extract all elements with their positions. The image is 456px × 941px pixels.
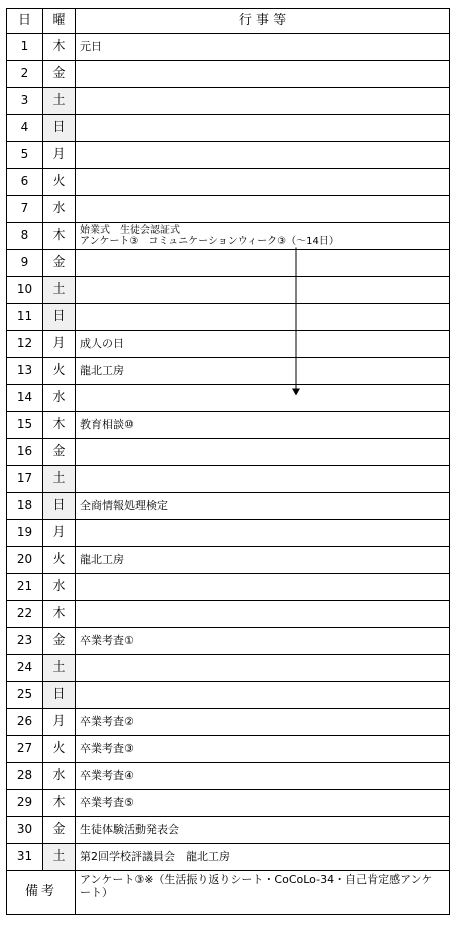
schedule-row: [7, 304, 450, 331]
event-cell: [76, 466, 450, 493]
weekday-cell: 金: [43, 61, 76, 88]
schedule-row: [7, 520, 450, 547]
schedule-row: [7, 709, 450, 736]
event-text: 龍北工房: [80, 552, 124, 566]
weekday-cell: 木: [43, 412, 76, 439]
event-text: 卒業考査①: [80, 633, 134, 647]
event-text: 教育相談⑩: [80, 417, 134, 431]
event-cell: [76, 682, 450, 709]
event-text: 始業式 生徒会認証式: [80, 225, 180, 236]
event-text: 卒業考査⑤: [80, 795, 134, 809]
weekday-cell: 月: [43, 520, 76, 547]
event-cell: [76, 493, 450, 520]
weekday-cell: 水: [43, 196, 76, 223]
day-cell: 11: [7, 304, 43, 331]
schedule-row: [7, 331, 450, 358]
header-events: 行 事 等: [76, 9, 450, 34]
event-cell: [76, 439, 450, 466]
weekday-cell: 土: [43, 844, 76, 871]
weekday-cell: 水: [43, 385, 76, 412]
day-cell: 19: [7, 520, 43, 547]
header-day: 日: [7, 9, 43, 34]
schedule-row: [7, 790, 450, 817]
weekday-cell: 木: [43, 223, 76, 250]
weekday-cell: 火: [43, 547, 76, 574]
weekday-cell: 水: [43, 763, 76, 790]
event-text: 龍北工房: [80, 363, 124, 377]
day-cell: 9: [7, 250, 43, 277]
event-cell: [76, 169, 450, 196]
day-cell: 23: [7, 628, 43, 655]
notes-text: アンケート③※（生活振り返りシート・CoCoLo-34・自己肯定感アンケート）: [76, 871, 450, 915]
weekday-cell: 月: [43, 709, 76, 736]
event-cell: [76, 736, 450, 763]
event-cell: [76, 520, 450, 547]
schedule-row: [7, 817, 450, 844]
day-cell: 24: [7, 655, 43, 682]
schedule-row: [7, 682, 450, 709]
event-text: 卒業考査②: [80, 714, 134, 728]
event-text: 元日: [80, 39, 102, 53]
event-cell: [76, 547, 450, 574]
schedule-row: [7, 736, 450, 763]
event-cell: [76, 250, 450, 277]
event-text: 生徒体験活動発表会: [80, 822, 179, 836]
weekday-cell: 金: [43, 250, 76, 277]
day-cell: 21: [7, 574, 43, 601]
event-cell: [76, 304, 450, 331]
schedule-row: [7, 196, 450, 223]
day-cell: 16: [7, 439, 43, 466]
schedule-row: [7, 844, 450, 871]
schedule-row: [7, 358, 450, 385]
schedule-row: [7, 655, 450, 682]
weekday-cell: 月: [43, 331, 76, 358]
day-cell: 2: [7, 61, 43, 88]
schedule-row: [7, 493, 450, 520]
weekday-cell: 金: [43, 628, 76, 655]
event-text: 卒業考査③: [80, 741, 134, 755]
event-cell: [76, 574, 450, 601]
weekday-cell: 土: [43, 655, 76, 682]
event-cell: [76, 601, 450, 628]
day-cell: 27: [7, 736, 43, 763]
weekday-cell: 日: [43, 493, 76, 520]
schedule-table: [6, 8, 450, 915]
weekday-cell: 金: [43, 817, 76, 844]
day-cell: 12: [7, 331, 43, 358]
event-cell: [76, 817, 450, 844]
weekday-cell: 木: [43, 790, 76, 817]
event-cell: [76, 358, 450, 385]
event-text: 卒業考査④: [80, 768, 134, 782]
schedule-row: [7, 88, 450, 115]
event-cell: [76, 763, 450, 790]
schedule-rows: [7, 34, 450, 871]
day-cell: 3: [7, 88, 43, 115]
day-cell: 25: [7, 682, 43, 709]
day-cell: 10: [7, 277, 43, 304]
schedule-row: [7, 34, 450, 61]
schedule-row: [7, 223, 450, 250]
schedule-row: [7, 142, 450, 169]
header-row: [7, 9, 450, 34]
day-cell: 17: [7, 466, 43, 493]
schedule-row: [7, 412, 450, 439]
day-cell: 30: [7, 817, 43, 844]
event-cell: [76, 34, 450, 61]
day-cell: 20: [7, 547, 43, 574]
weekday-cell: 木: [43, 34, 76, 61]
weekday-cell: 水: [43, 574, 76, 601]
weekday-cell: 木: [43, 601, 76, 628]
event-text: アンケート③ コミュニケーションウィーク③（～14日）: [80, 236, 339, 247]
weekday-cell: 火: [43, 736, 76, 763]
schedule-row: [7, 628, 450, 655]
weekday-cell: 日: [43, 304, 76, 331]
schedule-row: [7, 61, 450, 88]
event-cell: [76, 277, 450, 304]
day-cell: 18: [7, 493, 43, 520]
schedule-row: [7, 763, 450, 790]
event-cell: [76, 142, 450, 169]
weekday-cell: 土: [43, 88, 76, 115]
event-text: 第2回学校評議員会 龍北工房: [80, 849, 230, 863]
weekday-cell: 火: [43, 169, 76, 196]
day-cell: 13: [7, 358, 43, 385]
day-cell: 4: [7, 115, 43, 142]
schedule-row: [7, 574, 450, 601]
weekday-cell: 土: [43, 466, 76, 493]
event-cell: [76, 655, 450, 682]
schedule-row: [7, 466, 450, 493]
day-cell: 28: [7, 763, 43, 790]
event-cell: [76, 385, 450, 412]
event-cell: [76, 844, 450, 871]
day-cell: 7: [7, 196, 43, 223]
event-cell: [76, 196, 450, 223]
schedule-row: [7, 169, 450, 196]
event-cell: [76, 223, 450, 250]
day-cell: 5: [7, 142, 43, 169]
event-cell: [76, 115, 450, 142]
schedule-row: [7, 277, 450, 304]
weekday-cell: 日: [43, 682, 76, 709]
event-cell: [76, 790, 450, 817]
event-cell: [76, 331, 450, 358]
header-weekday: 曜: [43, 9, 76, 34]
event-cell: [76, 628, 450, 655]
notes-label: 備考: [7, 871, 76, 915]
event-cell: [76, 61, 450, 88]
day-cell: 29: [7, 790, 43, 817]
event-cell: [76, 709, 450, 736]
day-cell: 15: [7, 412, 43, 439]
schedule-row: [7, 439, 450, 466]
event-text: 成人の日: [80, 336, 124, 350]
day-cell: 8: [7, 223, 43, 250]
weekday-cell: 火: [43, 358, 76, 385]
day-cell: 1: [7, 34, 43, 61]
schedule-row: [7, 601, 450, 628]
event-cell: [76, 88, 450, 115]
schedule-row: [7, 547, 450, 574]
weekday-cell: 土: [43, 277, 76, 304]
schedule-row: [7, 385, 450, 412]
day-cell: 31: [7, 844, 43, 871]
schedule-row: [7, 250, 450, 277]
day-cell: 22: [7, 601, 43, 628]
weekday-cell: 月: [43, 142, 76, 169]
weekday-cell: 日: [43, 115, 76, 142]
notes-row: [7, 871, 450, 915]
day-cell: 6: [7, 169, 43, 196]
schedule-row: [7, 115, 450, 142]
weekday-cell: 金: [43, 439, 76, 466]
day-cell: 26: [7, 709, 43, 736]
day-cell: 14: [7, 385, 43, 412]
event-text: 全商情報処理検定: [80, 498, 168, 512]
event-cell: [76, 412, 450, 439]
